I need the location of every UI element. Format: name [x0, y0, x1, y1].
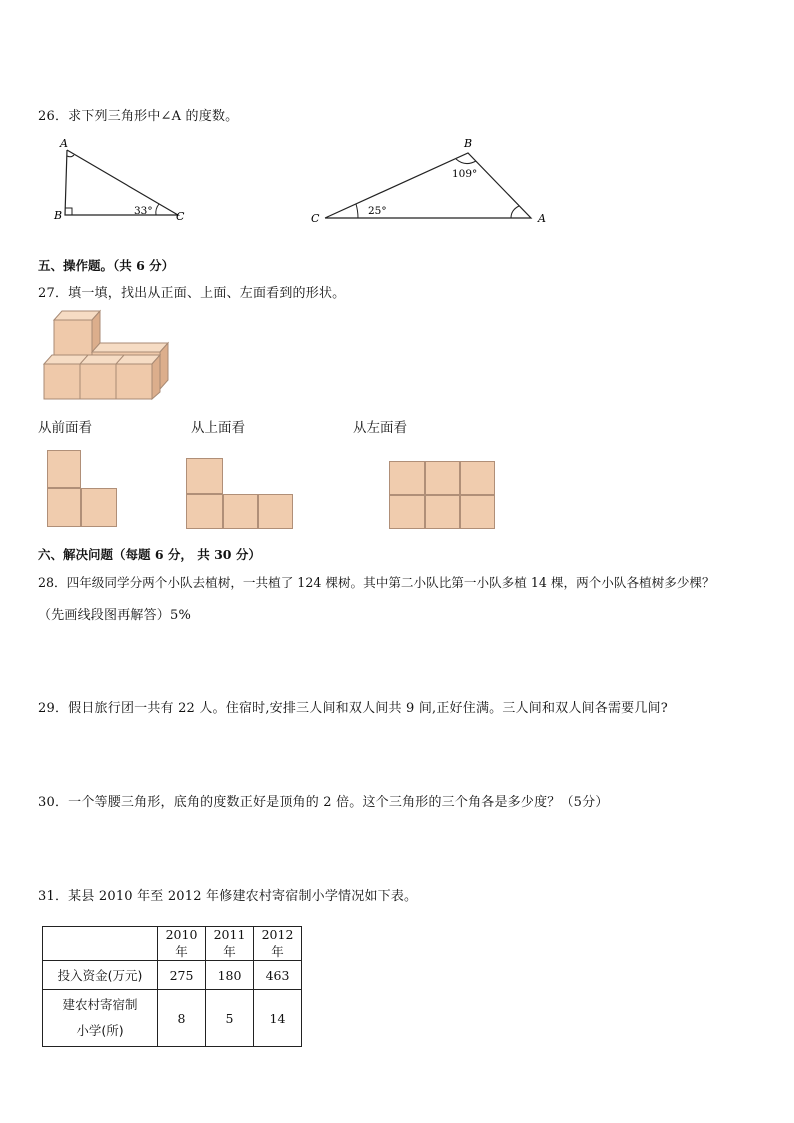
table-header-cell: 2012 年	[254, 927, 302, 961]
section-5-heading: 五、操作题。（共 6 分）	[38, 258, 175, 273]
tri2-angle-b: 109°	[452, 168, 478, 180]
triangle-1-diagram	[50, 136, 200, 226]
top-view-shape	[186, 458, 294, 530]
tri2-angle-c: 25°	[368, 205, 387, 217]
left-view-square	[425, 495, 460, 529]
table-header-cell: 2011 年	[206, 927, 254, 961]
table-row	[43, 990, 302, 1047]
school-construction-table	[42, 926, 302, 1047]
left-view-square	[460, 461, 495, 495]
table-row	[43, 961, 302, 990]
table-cell: 463	[254, 961, 302, 990]
tri2-label-b: B	[464, 137, 473, 150]
table-corner-cell	[43, 927, 158, 961]
tri2-label-a: A	[538, 212, 546, 225]
tri1-label-c: C	[176, 210, 185, 223]
front-view-square	[47, 488, 81, 527]
left-view-square	[425, 461, 460, 495]
section-6-heading: 六、解决问题（每题 6 分， 共 30 分）	[38, 547, 261, 562]
triangle-2-diagram	[305, 136, 555, 228]
top-view-square	[223, 494, 258, 529]
top-view-square	[186, 458, 223, 494]
table-cell: 275	[158, 961, 206, 990]
left-view-square	[460, 495, 495, 529]
table-row-label-line: 建农村寄宿制	[62, 997, 138, 1012]
tri2-label-c: C	[311, 212, 320, 225]
table-row-label-line: 小学(所)	[76, 1023, 124, 1038]
front-view-shape	[47, 450, 118, 528]
question-29-text: 29．假日旅行团一共有 22 人。住宿时,安排三人间和双人间共 9 间,正好住满。三人间和双人间各需要几间?	[38, 701, 668, 716]
view-top-label: 从上面看	[191, 420, 245, 436]
table-header-row	[43, 927, 302, 961]
top-view-square	[186, 494, 223, 529]
table-row-label	[43, 990, 158, 1047]
question-27-text: 27．填一填，找出从正面、上面、左面看到的形状。	[38, 286, 346, 301]
front-view-square	[81, 488, 117, 527]
question-28-text: 28．四年级同学分两个小队去植树，一共植了 124 棵树。其中第二小队比第一小队多植 14 棵，两个小队各植树多少棵？	[38, 575, 715, 590]
question-31-text: 31．某县 2010 年至 2012 年修建农村寄宿制小学情况如下表。	[38, 889, 418, 904]
table-row-label: 投入资金(万元)	[43, 961, 158, 990]
tri1-angle-c: 33°	[134, 205, 153, 217]
left-view-square	[389, 461, 425, 495]
table-cell: 5	[206, 990, 254, 1047]
left-view-square	[389, 495, 425, 529]
view-front-label: 从前面看	[38, 420, 92, 436]
question-30-text: 30．一个等腰三角形，底角的度数正好是顶角的 2 倍。这个三角形的三个角各是多少度？（5分）	[38, 795, 609, 810]
question-26-text: 26．求下列三角形中∠A 的度数。	[38, 109, 239, 124]
question-28-note: （先画线段图再解答）5%	[38, 608, 192, 623]
left-view-shape	[389, 461, 496, 530]
tri1-label-a: A	[60, 137, 68, 150]
table-cell: 8	[158, 990, 206, 1047]
view-left-label: 从左面看	[353, 420, 407, 436]
table-cell: 14	[254, 990, 302, 1047]
cube-stack-figure	[40, 308, 172, 402]
tri1-label-b: B	[54, 209, 63, 222]
top-view-square	[258, 494, 293, 529]
table-header-cell: 2010 年	[158, 927, 206, 961]
front-view-square	[47, 450, 81, 488]
table-cell: 180	[206, 961, 254, 990]
